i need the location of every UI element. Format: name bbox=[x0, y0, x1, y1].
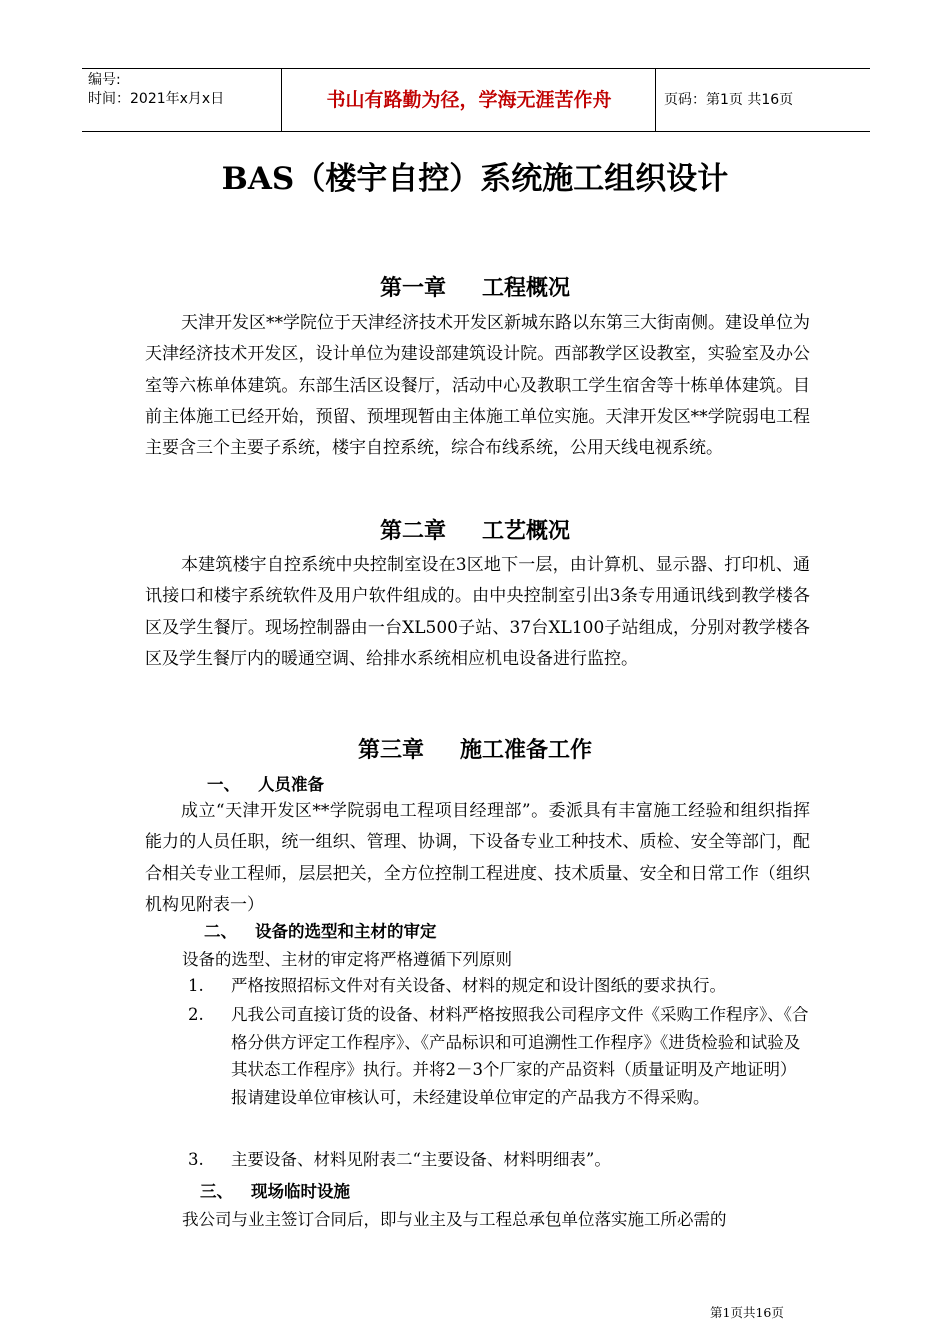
number-label: 编号: bbox=[88, 72, 121, 88]
header-page-info: 页码：第1页 共16页 bbox=[664, 92, 794, 108]
chapter3-number: 第三章 bbox=[357, 737, 424, 763]
list-item-number: 1. bbox=[188, 976, 204, 995]
section2-number: 二、 bbox=[204, 922, 237, 941]
chapter1-paragraph: 天津开发区**学院位于天津经济技术开发区新城东路以东第三大街南侧。建设单位为天津经济技术开发区，设计单位为建设部建筑设计院。西部教学区设教室，实验室及办公室等六栋单体建筑。东部生活区设餐厅，活动中心及教职工学生宿舍等十栋单体建筑。目前主体施工已经开始，预留、预埋现暂由主体施工单位实施。天津开发区**学院弱电工程主要含三个主要子系统，楼宇自控系统，综合布线系统，公用天线电视系统。 bbox=[145, 313, 810, 459]
chapter1-number: 第一章 bbox=[379, 275, 446, 301]
header-meta bbox=[88, 71, 280, 109]
section1-heading bbox=[207, 771, 324, 795]
time-label: 时间：2021年x月x日 bbox=[88, 91, 225, 107]
section3-title: 现场临时设施 bbox=[251, 1182, 350, 1201]
list-item-number: 3. bbox=[188, 1150, 204, 1169]
section3-paragraph: 我公司与业主签订合同后，即与业主及与工程总承包单位落实施工所必需的 bbox=[182, 1210, 727, 1229]
header-table bbox=[82, 68, 870, 132]
list-item-text: 严格按照招标文件对有关设备、材料的规定和设计图纸的要求执行。 bbox=[231, 976, 726, 995]
section2-heading bbox=[204, 918, 437, 942]
section2-title: 设备的选型和主材的审定 bbox=[255, 922, 437, 941]
header-motto: 书山有路勤为径，学海无涯苦作舟 bbox=[326, 89, 612, 111]
page-footer: 第1页共16页 bbox=[710, 1305, 784, 1320]
header-divider bbox=[281, 69, 282, 131]
chapter3-heading bbox=[0, 733, 950, 764]
chapter1-name: 工程概况 bbox=[482, 275, 571, 301]
list-item-text: 主要设备、材料见附表二“主要设备、材料明细表”。 bbox=[231, 1150, 611, 1169]
list-item bbox=[188, 972, 810, 1000]
section1-title: 人员准备 bbox=[258, 775, 324, 794]
chapter1-heading bbox=[0, 271, 950, 302]
document-title: BAS（楼宇自控）系统施工组织设计 bbox=[221, 161, 729, 197]
list-item-number: 2. bbox=[188, 1005, 204, 1024]
header-divider bbox=[655, 69, 656, 131]
chapter3-name: 施工准备工作 bbox=[460, 737, 593, 763]
chapter2-name: 工艺概况 bbox=[482, 518, 571, 544]
section1-number: 一、 bbox=[207, 775, 240, 794]
chapter2-paragraph: 本建筑楼宇自控系统中央控制室设在3区地下一层，由计算机、显示器、打印机、通讯接口和楼宇系统软件及用户软件组成的。由中央控制室引出3条专用通讯线到教学楼各区及学生餐厅。现场控制器由一台XL500子站、37台XL100子站组成，分别对教学楼各区及学生餐厅内的暖通空调、给排水系统相应机电设备进行监控。 bbox=[145, 555, 810, 669]
list-item-text: 凡我公司直接订货的设备、材料严格按照我公司程序文件《采购工作程序》、《合格分供方评定工作程序》、《产品标识和可追溯性工作程序》《进货检验和试验及其状态工作程序》执行。并将2－3个厂家的产品资料（质量证明及产地证明）报请建设单位审核认可，未经建设单位审定的产品我方不得采购。 bbox=[231, 1005, 809, 1107]
chapter2-heading bbox=[0, 514, 950, 545]
chapter2-number: 第二章 bbox=[379, 518, 446, 544]
list-item bbox=[188, 1001, 810, 1111]
section3-number: 三、 bbox=[200, 1182, 233, 1201]
section3-heading bbox=[200, 1178, 350, 1202]
section1-paragraph: 成立“天津开发区**学院弱电工程项目经理部”。委派具有丰富施工经验和组织指挥能力的人员任职，统一组织、管理、协调，下设备专业工种技术、质检、安全等部门，配合相关专业工程师，层层把关，全方位控制工程进度、技术质量、安全和日常工作（组织机构见附表一） bbox=[145, 801, 810, 915]
list-item bbox=[188, 1146, 810, 1174]
section2-intro: 设备的选型、主材的审定将严格遵循下列原则 bbox=[182, 950, 512, 969]
